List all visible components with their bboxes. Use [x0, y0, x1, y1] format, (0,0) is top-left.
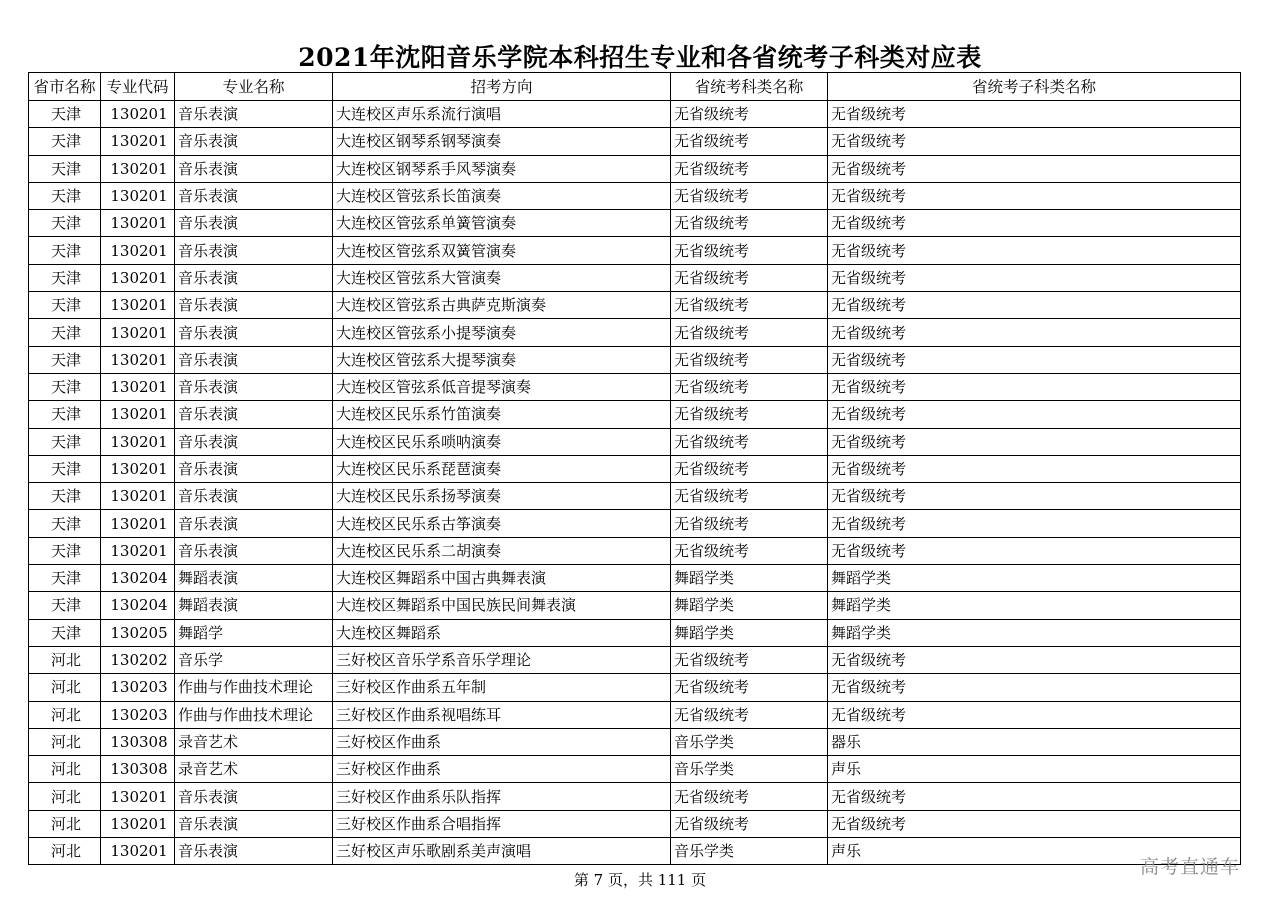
column-header-major-code: 专业代码 — [101, 73, 175, 101]
direction-cell: 大连校区钢琴系手风琴演奏 — [333, 155, 671, 182]
major-code-cell: 130201 — [101, 401, 175, 428]
exam-subcategory-cell: 无省级统考 — [828, 210, 1241, 237]
province-cell: 天津 — [29, 428, 101, 455]
exam-subcategory-cell: 器乐 — [828, 728, 1241, 755]
major-code-cell: 130201 — [101, 182, 175, 209]
exam-category-cell: 无省级统考 — [671, 483, 828, 510]
exam-category-cell: 无省级统考 — [671, 401, 828, 428]
major-name-cell: 舞蹈表演 — [175, 565, 333, 592]
major-code-cell: 130201 — [101, 101, 175, 128]
exam-subcategory-cell: 无省级统考 — [828, 155, 1241, 182]
province-cell: 天津 — [29, 210, 101, 237]
direction-cell: 大连校区民乐系唢呐演奏 — [333, 428, 671, 455]
table-row — [29, 210, 1241, 237]
major-code-cell: 130308 — [101, 728, 175, 755]
direction-cell: 大连校区舞蹈系 — [333, 619, 671, 646]
exam-subcategory-cell: 无省级统考 — [828, 182, 1241, 209]
exam-subcategory-cell: 无省级统考 — [828, 237, 1241, 264]
major-name-cell: 音乐表演 — [175, 510, 333, 537]
province-cell: 天津 — [29, 155, 101, 182]
major-name-cell: 音乐表演 — [175, 292, 333, 319]
province-cell: 河北 — [29, 701, 101, 728]
table-row — [29, 264, 1241, 291]
table-row — [29, 701, 1241, 728]
major-name-cell: 作曲与作曲技术理论 — [175, 701, 333, 728]
exam-category-cell: 无省级统考 — [671, 292, 828, 319]
province-cell: 天津 — [29, 264, 101, 291]
major-name-cell: 作曲与作曲技术理论 — [175, 674, 333, 701]
exam-subcategory-cell: 舞蹈学类 — [828, 565, 1241, 592]
direction-cell: 大连校区民乐系古筝演奏 — [333, 510, 671, 537]
direction-cell: 三好校区作曲系乐队指挥 — [333, 783, 671, 810]
exam-subcategory-cell: 无省级统考 — [828, 319, 1241, 346]
table-row — [29, 346, 1241, 373]
major-code-cell: 130201 — [101, 428, 175, 455]
exam-subcategory-cell: 无省级统考 — [828, 674, 1241, 701]
major-name-cell: 音乐表演 — [175, 455, 333, 482]
direction-cell: 大连校区管弦系小提琴演奏 — [333, 319, 671, 346]
major-code-cell: 130203 — [101, 674, 175, 701]
major-code-cell: 130204 — [101, 565, 175, 592]
exam-category-cell: 无省级统考 — [671, 264, 828, 291]
exam-subcategory-cell: 无省级统考 — [828, 401, 1241, 428]
column-header-direction: 招考方向 — [333, 73, 671, 101]
table-row — [29, 674, 1241, 701]
major-name-cell: 音乐表演 — [175, 373, 333, 400]
direction-cell: 大连校区舞蹈系中国古典舞表演 — [333, 565, 671, 592]
province-cell: 天津 — [29, 128, 101, 155]
province-cell: 河北 — [29, 783, 101, 810]
table-row — [29, 128, 1241, 155]
major-name-cell: 舞蹈表演 — [175, 592, 333, 619]
province-cell: 天津 — [29, 592, 101, 619]
major-code-cell: 130201 — [101, 483, 175, 510]
direction-cell: 三好校区作曲系合唱指挥 — [333, 810, 671, 837]
major-code-cell: 130201 — [101, 155, 175, 182]
major-code-cell: 130201 — [101, 783, 175, 810]
table-row — [29, 619, 1241, 646]
exam-category-cell: 音乐学类 — [671, 756, 828, 783]
table-row — [29, 783, 1241, 810]
major-code-cell: 130201 — [101, 237, 175, 264]
direction-cell: 三好校区声乐歌剧系美声演唱 — [333, 838, 671, 865]
major-code-cell: 130201 — [101, 455, 175, 482]
direction-cell: 大连校区声乐系流行演唱 — [333, 101, 671, 128]
table-row — [29, 592, 1241, 619]
major-code-cell: 130308 — [101, 756, 175, 783]
direction-cell: 大连校区民乐系二胡演奏 — [333, 537, 671, 564]
province-cell: 河北 — [29, 646, 101, 673]
table-row — [29, 292, 1241, 319]
direction-cell: 大连校区管弦系大提琴演奏 — [333, 346, 671, 373]
major-name-cell: 音乐表演 — [175, 101, 333, 128]
exam-subcategory-cell: 无省级统考 — [828, 701, 1241, 728]
exam-category-cell: 无省级统考 — [671, 319, 828, 346]
exam-category-cell: 无省级统考 — [671, 510, 828, 537]
major-code-cell: 130201 — [101, 319, 175, 346]
major-name-cell: 音乐表演 — [175, 210, 333, 237]
exam-category-cell: 舞蹈学类 — [671, 592, 828, 619]
exam-category-cell: 无省级统考 — [671, 373, 828, 400]
table-row — [29, 237, 1241, 264]
direction-cell: 大连校区钢琴系钢琴演奏 — [333, 128, 671, 155]
table-row — [29, 455, 1241, 482]
exam-subcategory-cell: 无省级统考 — [828, 292, 1241, 319]
major-code-cell: 130201 — [101, 264, 175, 291]
province-cell: 天津 — [29, 483, 101, 510]
exam-category-cell: 无省级统考 — [671, 537, 828, 564]
major-code-cell: 130201 — [101, 810, 175, 837]
watermark: 高考直通车 — [1140, 856, 1241, 878]
exam-subcategory-cell: 无省级统考 — [828, 646, 1241, 673]
major-code-cell: 130203 — [101, 701, 175, 728]
table-row — [29, 646, 1241, 673]
direction-cell: 三好校区作曲系 — [333, 756, 671, 783]
exam-subcategory-cell: 无省级统考 — [828, 483, 1241, 510]
table-row — [29, 838, 1241, 865]
major-name-cell: 录音艺术 — [175, 756, 333, 783]
direction-cell: 大连校区管弦系大管演奏 — [333, 264, 671, 291]
table-row — [29, 565, 1241, 592]
direction-cell: 大连校区管弦系长笛演奏 — [333, 182, 671, 209]
exam-subcategory-cell: 无省级统考 — [828, 510, 1241, 537]
exam-subcategory-cell: 无省级统考 — [828, 101, 1241, 128]
major-name-cell: 音乐表演 — [175, 319, 333, 346]
major-code-cell: 130205 — [101, 619, 175, 646]
province-cell: 天津 — [29, 510, 101, 537]
exam-category-cell: 音乐学类 — [671, 728, 828, 755]
major-code-cell: 130201 — [101, 373, 175, 400]
major-code-cell: 130201 — [101, 537, 175, 564]
major-code-cell: 130201 — [101, 210, 175, 237]
exam-subcategory-cell: 声乐 — [828, 838, 1241, 865]
table-row — [29, 428, 1241, 455]
table-row — [29, 101, 1241, 128]
major-name-cell: 音乐表演 — [175, 537, 333, 564]
exam-category-cell: 无省级统考 — [671, 101, 828, 128]
direction-cell: 大连校区舞蹈系中国民族民间舞表演 — [333, 592, 671, 619]
major-name-cell: 音乐表演 — [175, 128, 333, 155]
province-cell: 天津 — [29, 182, 101, 209]
column-header-major-name: 专业名称 — [175, 73, 333, 101]
exam-category-cell: 舞蹈学类 — [671, 619, 828, 646]
exam-subcategory-cell: 无省级统考 — [828, 783, 1241, 810]
major-code-cell: 130204 — [101, 592, 175, 619]
direction-cell: 大连校区民乐系竹笛演奏 — [333, 401, 671, 428]
page-title: 2021年沈阳音乐学院本科招生专业和各省统考子科类对应表 — [298, 43, 982, 72]
column-header-exam-subcategory: 省统考子科类名称 — [828, 73, 1241, 101]
direction-cell: 大连校区民乐系扬琴演奏 — [333, 483, 671, 510]
column-header-province: 省市名称 — [29, 73, 101, 101]
data-table — [28, 72, 1241, 865]
major-name-cell: 音乐表演 — [175, 783, 333, 810]
major-name-cell: 音乐表演 — [175, 810, 333, 837]
direction-cell: 三好校区作曲系视唱练耳 — [333, 701, 671, 728]
table-row — [29, 483, 1241, 510]
major-name-cell: 音乐表演 — [175, 155, 333, 182]
exam-subcategory-cell: 舞蹈学类 — [828, 592, 1241, 619]
column-header-exam-category: 省统考科类名称 — [671, 73, 828, 101]
province-cell: 天津 — [29, 292, 101, 319]
table-row — [29, 401, 1241, 428]
direction-cell: 大连校区管弦系单簧管演奏 — [333, 210, 671, 237]
exam-category-cell: 无省级统考 — [671, 210, 828, 237]
province-cell: 天津 — [29, 455, 101, 482]
major-name-cell: 录音艺术 — [175, 728, 333, 755]
major-name-cell: 音乐表演 — [175, 182, 333, 209]
province-cell: 天津 — [29, 565, 101, 592]
major-code-cell: 130201 — [101, 510, 175, 537]
province-cell: 天津 — [29, 619, 101, 646]
major-name-cell: 音乐表演 — [175, 483, 333, 510]
exam-category-cell: 无省级统考 — [671, 810, 828, 837]
major-name-cell: 音乐表演 — [175, 237, 333, 264]
province-cell: 河北 — [29, 838, 101, 865]
exam-category-cell: 无省级统考 — [671, 701, 828, 728]
table-row — [29, 373, 1241, 400]
province-cell: 河北 — [29, 674, 101, 701]
exam-subcategory-cell: 无省级统考 — [828, 537, 1241, 564]
exam-subcategory-cell: 无省级统考 — [828, 428, 1241, 455]
major-code-cell: 130201 — [101, 128, 175, 155]
direction-cell: 大连校区管弦系低音提琴演奏 — [333, 373, 671, 400]
exam-category-cell: 舞蹈学类 — [671, 565, 828, 592]
exam-category-cell: 无省级统考 — [671, 646, 828, 673]
exam-category-cell: 无省级统考 — [671, 182, 828, 209]
exam-category-cell: 无省级统考 — [671, 428, 828, 455]
table-row — [29, 810, 1241, 837]
province-cell: 天津 — [29, 401, 101, 428]
exam-category-cell: 无省级统考 — [671, 237, 828, 264]
direction-cell: 大连校区管弦系双簧管演奏 — [333, 237, 671, 264]
province-cell: 河北 — [29, 810, 101, 837]
province-cell: 天津 — [29, 319, 101, 346]
exam-category-cell: 无省级统考 — [671, 155, 828, 182]
major-name-cell: 音乐学 — [175, 646, 333, 673]
exam-category-cell: 无省级统考 — [671, 674, 828, 701]
province-cell: 天津 — [29, 237, 101, 264]
province-cell: 河北 — [29, 756, 101, 783]
exam-subcategory-cell: 声乐 — [828, 756, 1241, 783]
major-name-cell: 舞蹈学 — [175, 619, 333, 646]
province-cell: 河北 — [29, 728, 101, 755]
major-name-cell: 音乐表演 — [175, 401, 333, 428]
direction-cell: 三好校区作曲系 — [333, 728, 671, 755]
exam-subcategory-cell: 无省级统考 — [828, 128, 1241, 155]
direction-cell: 三好校区作曲系五年制 — [333, 674, 671, 701]
exam-category-cell: 音乐学类 — [671, 838, 828, 865]
exam-subcategory-cell: 舞蹈学类 — [828, 619, 1241, 646]
province-cell: 天津 — [29, 346, 101, 373]
exam-subcategory-cell: 无省级统考 — [828, 810, 1241, 837]
major-name-cell: 音乐表演 — [175, 838, 333, 865]
exam-category-cell: 无省级统考 — [671, 783, 828, 810]
direction-cell: 三好校区音乐学系音乐学理论 — [333, 646, 671, 673]
table-row — [29, 728, 1241, 755]
province-cell: 天津 — [29, 537, 101, 564]
exam-category-cell: 无省级统考 — [671, 346, 828, 373]
page-footer: 第 7 页，共 111 页 — [573, 871, 707, 889]
direction-cell: 大连校区管弦系古典萨克斯演奏 — [333, 292, 671, 319]
major-code-cell: 130201 — [101, 346, 175, 373]
header-row — [29, 73, 1241, 101]
table-row — [29, 155, 1241, 182]
major-name-cell: 音乐表演 — [175, 346, 333, 373]
major-name-cell: 音乐表演 — [175, 428, 333, 455]
exam-category-cell: 无省级统考 — [671, 455, 828, 482]
major-name-cell: 音乐表演 — [175, 264, 333, 291]
table-row — [29, 510, 1241, 537]
direction-cell: 大连校区民乐系琵琶演奏 — [333, 455, 671, 482]
province-cell: 天津 — [29, 373, 101, 400]
table-row — [29, 537, 1241, 564]
table-row — [29, 756, 1241, 783]
exam-subcategory-cell: 无省级统考 — [828, 346, 1241, 373]
major-code-cell: 130201 — [101, 838, 175, 865]
exam-subcategory-cell: 无省级统考 — [828, 264, 1241, 291]
table-row — [29, 319, 1241, 346]
province-cell: 天津 — [29, 101, 101, 128]
exam-subcategory-cell: 无省级统考 — [828, 455, 1241, 482]
exam-subcategory-cell: 无省级统考 — [828, 373, 1241, 400]
exam-category-cell: 无省级统考 — [671, 128, 828, 155]
major-code-cell: 130201 — [101, 292, 175, 319]
table-row — [29, 182, 1241, 209]
major-code-cell: 130202 — [101, 646, 175, 673]
